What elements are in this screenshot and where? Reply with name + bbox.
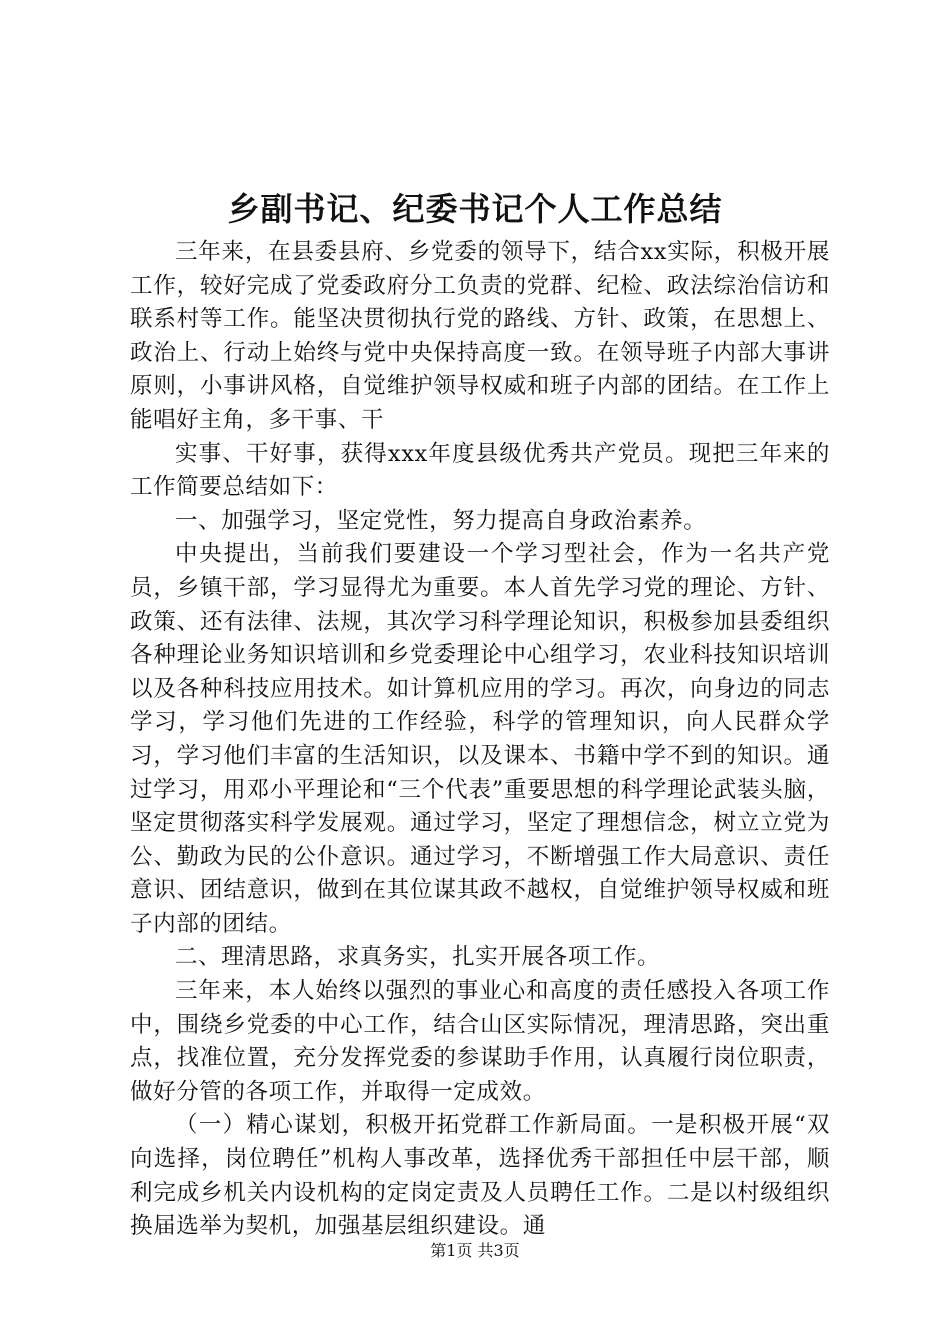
section-heading: 二、理清思路，求真务实，扎实开展各项工作。 [175, 944, 661, 971]
paragraph: （一）精心谋划，积极开拓党群工作新局面。一是积极开展“双向选择，岗位聘任”机构人事改革，选择优秀干部担任中层干部，顺利完成乡机关内设机构的定岗定责及人员聘任工作。二是以村级组织换届选举为契机，加强基层组织建设。通 [130, 1112, 830, 1240]
page-number-footer: 第1页 共3页 [430, 1241, 520, 1260]
section-heading: 一、加强学习，坚定党性，努力提高自身政治素养。 [175, 507, 707, 534]
paragraph: 中央提出，当前我们要建设一个学习型社会，作为一名共产党员，乡镇干部，学习显得尤为重要。本人首先学习党的理论、方针、政策、还有法律、法规，其次学习科学理论知识，积极参加县委组织各种理论业务知识培训和乡党委理论中心组学习，农业科技知识培训以及各种科技应用技术。如计算机应用的学习。再次，向身边的同志学习，学习他们先进的工作经验，科学的管理知识，向人民群众学习，学习他们丰富的生活知识，以及课本、书籍中学不到的知识。通过学习，用邓小平理论和“三个代表”重要思想的科学理论武装头脑，坚定贯彻落实科学发展观。通过学习，坚定了理想信念，树立立党为公、勤政为民的公仆意识。通过学习，不断增强工作大局意识、责任意识、团结意识，做到在其位谋其政不越权，自觉维护领导权威和班子内部的团结。 [130, 541, 830, 937]
paragraph: 实事、干好事，获得xxx年度县级优秀共产党员。现把三年来的工作简要总结如下： [130, 440, 830, 501]
document-title: 乡副书记、纪委书记个人工作总结 [227, 190, 723, 228]
document-body [130, 236, 830, 1244]
paragraph: 三年来，本人始终以强烈的事业心和高度的责任感投入各项工作中，围绕乡党委的中心工作，结合山区实际情况，理清思路，突出重点，找准位置，充分发挥党委的参谋助手作用，认真履行岗位职责，做好分管的各项工作，并取得一定成效。 [130, 978, 830, 1105]
paragraph: 三年来，在县委县府、乡党委的领导下，结合xx实际，积极开展工作，较好完成了党委政府分工负责的党群、纪检、政法综治信访和联系村等工作。能坚决贯彻执行党的路线、方针、政策，在思想上、政治上、行动上始终与党中央保持高度一致。在领导班子内部大事讲原则，小事讲风格，自觉维护领导权威和班子内部的团结。在工作上能唱好主角，多干事、干 [130, 239, 830, 433]
